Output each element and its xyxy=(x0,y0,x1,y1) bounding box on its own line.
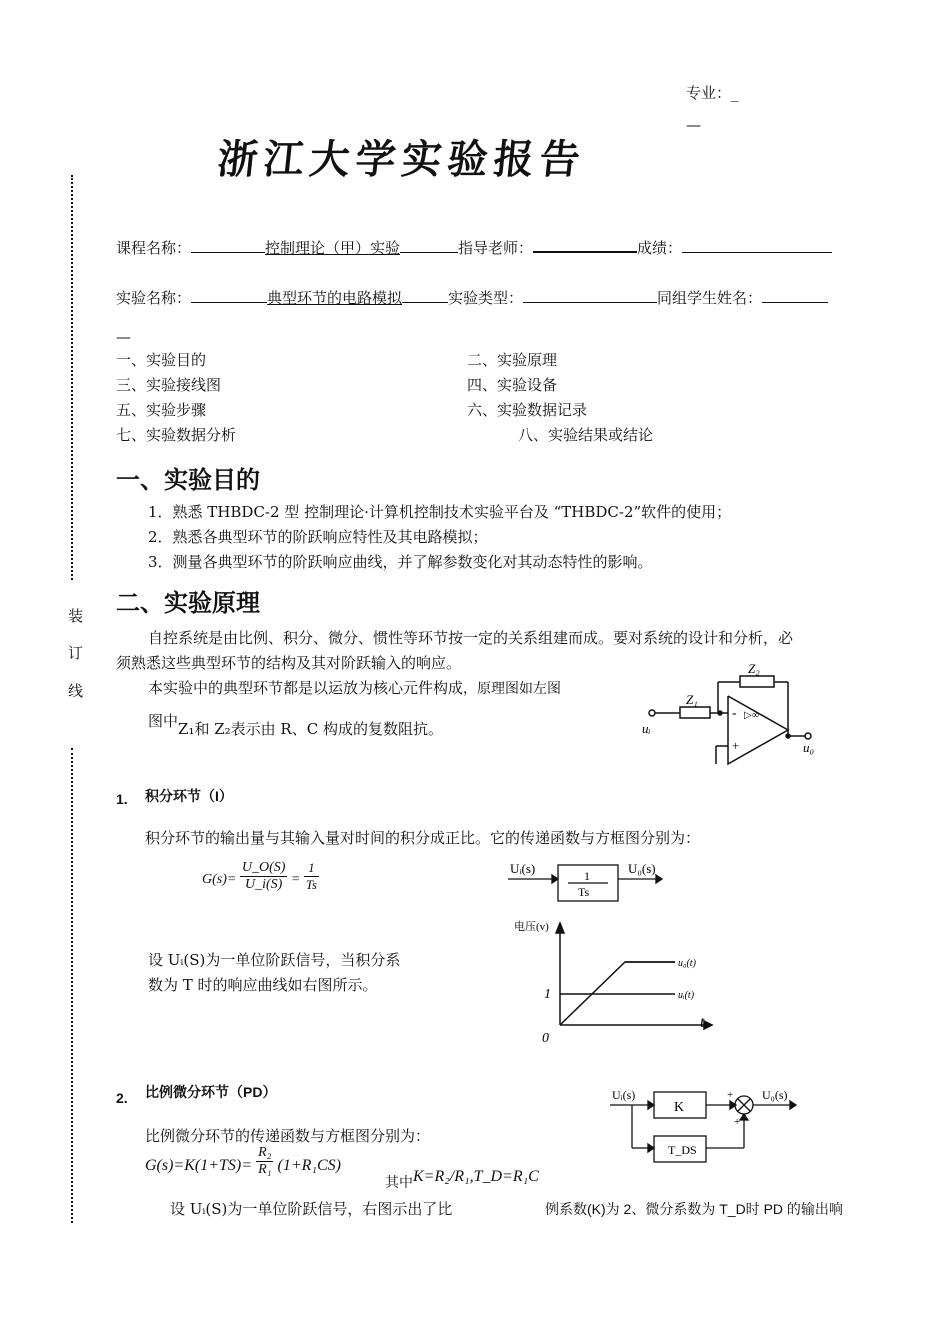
course-info-line: 课程名称： 控制理论（甲）实验 指导老师： 成绩： xyxy=(116,237,832,258)
pd-description: 比例微分环节的传递函数与方框图分别为： xyxy=(145,1127,431,1145)
toc-item: 六、实验数据记录 xyxy=(467,401,588,419)
integral-number: 1. xyxy=(116,791,128,807)
integral-step-response-graph xyxy=(510,915,715,1050)
principle-paragraph-line: 图中Z₁和 Z₂表示由 R、C 构成的复数阻抗。 xyxy=(148,712,443,738)
z1-label: Z₁ xyxy=(686,692,698,707)
opamp-minus: - xyxy=(732,706,737,721)
section-heading-principle: 二、实验原理 xyxy=(116,589,260,617)
principle-paragraph-line: 须熟悉这些典型环节的结构及其对阶跃输入的响应。 xyxy=(116,654,462,672)
pd-sum-plus-2: + xyxy=(734,1116,741,1128)
block-output-label: U₀(s) xyxy=(628,861,656,876)
integral-description: 积分环节的输出量与其输入量对时间的积分成正比。它的传递函数与方框图分别为： xyxy=(145,829,701,847)
pd-block-k: K xyxy=(674,1100,685,1115)
ui-label: uᵢ xyxy=(642,721,651,736)
pd-where: 其中K=R₂/R₁,T_D=R₁C xyxy=(385,1168,539,1191)
binding-char-2: 订 xyxy=(68,644,84,662)
section-heading-purpose: 一、实验目的 xyxy=(116,466,260,494)
pd-block-diagram xyxy=(610,1080,800,1170)
purpose-item: 1．熟悉 THBDC-2 型 控制理论·计算机控制技术实验平台及 “THBDC-2”软件的使用； xyxy=(148,503,732,521)
toc-item: 八、实验结果或结论 xyxy=(518,426,654,444)
binding-char-3: 线 xyxy=(68,682,84,700)
integral-title: 积分环节（I） xyxy=(145,788,233,804)
purpose-item: 2．熟悉各典型环节的阶跃响应特性及其电路模拟； xyxy=(148,528,488,546)
graph-uo-label: u₀(t) xyxy=(678,958,696,969)
pd-last-line-a: 设 Uᵢ(S)为一单位阶跃信号，右图示出了比 xyxy=(170,1200,453,1218)
block-input-label: Uᵢ(s) xyxy=(510,861,536,876)
graph-ylabel: 电压(v) xyxy=(514,921,549,933)
binding-char-1: 装 xyxy=(68,607,84,625)
graph-xlabel: t xyxy=(700,1014,705,1031)
toc-item: 三、实验接线图 xyxy=(116,376,222,394)
pd-block-input: Uᵢ(s) xyxy=(612,1088,636,1102)
integral-formula: G(s)= $\frac{U\_O(S)}{U\_i(S)}$ = $\frac{1}{Ts}$ xyxy=(202,860,317,892)
info-trailing-dash: — xyxy=(116,328,131,346)
block-numerator: 1 xyxy=(584,869,590,883)
pd-block-output: U₀(s) xyxy=(762,1088,788,1102)
experiment-name-value: 典型环节的电路模拟 xyxy=(267,289,403,307)
pd-number: 2. xyxy=(116,1090,128,1106)
course-name-value: 控制理论（甲）实验 xyxy=(265,239,401,257)
toc-item: 一、实验目的 xyxy=(116,351,207,369)
toc-item: 五、实验步骤 xyxy=(116,401,207,419)
pd-title: 比例微分环节（PD） xyxy=(145,1084,277,1100)
pd-formula: G(s)=K(1+TS)= $\frac{\text{R₂}}{\text{R₁}}$ (1+R₁CS) xyxy=(145,1145,341,1177)
integral-step-text: 数为 T 时的响应曲线如右图所示。 xyxy=(148,976,378,994)
pd-sum-plus-1: + xyxy=(727,1089,734,1101)
toc-item: 二、实验原理 xyxy=(467,351,558,369)
major-label: 专业：_ xyxy=(686,84,739,102)
integral-step-text: 设 Uᵢ(S)为一单位阶跃信号，当积分系 xyxy=(148,951,401,969)
graph-ui-label: uᵢ(t) xyxy=(678,990,695,1001)
integral-block-diagram xyxy=(508,855,673,905)
graph-origin: 0 xyxy=(542,1031,549,1046)
principle-paragraph-line: 本实验中的典型环节都是以运放为核心元件构成，原理图如左图 xyxy=(148,679,562,697)
major-dash: — xyxy=(686,116,701,134)
block-denominator: Ts xyxy=(578,885,590,899)
uo-label: u₀ xyxy=(803,740,815,755)
toc-item: 七、实验数据分析 xyxy=(116,426,237,444)
principle-paragraph-line: 自控系统是由比例、积分、微分、惯性等环节按一定的关系组建而成。要对系统的设计和分析，必 xyxy=(148,629,794,647)
pd-last-line-b: 例系数(K)为 2、微分系数为 T_D时 PD 的输出响 xyxy=(545,1201,843,1217)
binding-line-bottom xyxy=(71,748,73,1223)
z2-label: Z₂ xyxy=(748,661,760,676)
toc-item: 四、实验设备 xyxy=(467,376,558,394)
opamp-symbol: ▷∞ xyxy=(744,710,759,721)
binding-line-top xyxy=(71,175,73,580)
opamp-plus: + xyxy=(732,738,740,753)
graph-one: 1 xyxy=(544,987,551,1002)
opamp-schematic xyxy=(640,660,825,770)
purpose-item: 3．测量各典型环节的阶跃响应曲线，并了解参数变化对其动态特性的影响。 xyxy=(148,553,653,571)
pd-block-td: T_DS xyxy=(668,1143,697,1157)
experiment-info-line: 实验名称： 典型环节的电路模拟 实验类型： 同组学生姓名： xyxy=(116,287,828,308)
report-title: 浙江大学实验报告 xyxy=(215,136,589,183)
